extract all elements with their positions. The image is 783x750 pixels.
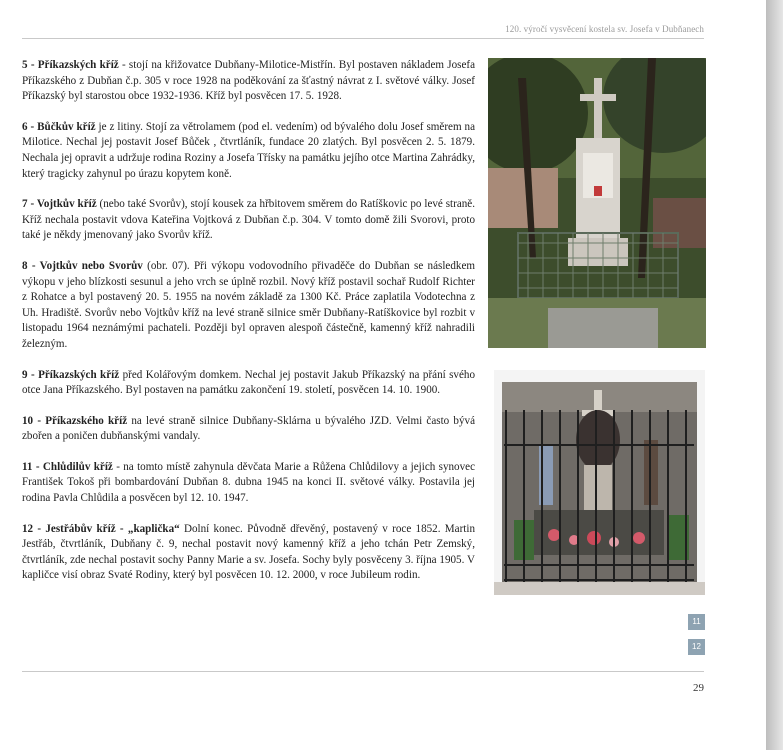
- photo-chapel-drawing: [494, 370, 705, 595]
- text-column: [22, 58, 475, 599]
- paragraph-text: - na tomto místě zahynula děvčata Marie a Růžena Chlůdilovy a jejich synovec František Tokoš při bombardování Dubňan 8. dubna 1945 na konci II. světové války. Postavila jej rodina Pavla Chlůdila a posvěcen byl 12. 10. 1947.: [22, 460, 476, 505]
- photo-cross-with-fence: [488, 58, 706, 348]
- paragraph-6: [22, 120, 475, 182]
- paragraph-title: 8 - Vojtkův nebo Svorův: [22, 259, 143, 272]
- paragraph-text: (nebo také Svorův), stojí kousek za hřbitovem směrem do Ratíškovic po levé straně. Kříž nechala postavit vdova Kateřina Vojtková z Dubňan č.p. 304. V tomto domě žili Svorovi, proto také je někdy jmenovaný jako Svorův kříž.: [22, 198, 475, 242]
- figure-tag-11: 11: [688, 614, 705, 630]
- paragraph-text: na levé straně silnice Dubňany-Sklárna u bývalého JZD. Velmi často bývá zbořen a poničen dubňanskými vandaly.: [22, 414, 475, 443]
- photo-cross-drawing: [488, 58, 706, 348]
- paragraph-text: (obr. 07). Při výkopu vodovodního přivaděče do Dubňan se následkem výkopu v jeho blízkosti sesunul a jeho vrch se úplně rozbil. Nový kříž postavil sochař Rudolf Richter z Rohatce a byl postavený 20. 5. 1955 na novém základě za 1300 Kč. Práce zaplatila Vodotechna z Uh. Hradiště. Svorův nebo Vojtkův kříž na levé straně silnice směr Dubňany-Ratíškovice byl rozbit v listopadu 1964 neznámými pachateli. Později byl opraven alespoň částečně, kamenný kříž nahradili železným.: [22, 259, 475, 350]
- page-number: 29: [693, 682, 704, 694]
- paragraph-8: [22, 259, 475, 353]
- paragraph-title: 5 - Příkazských kříž: [22, 59, 119, 71]
- paragraph-title: 10 - Příkazského kříž: [22, 414, 128, 427]
- running-header: 120. výročí vysvěcení kostela sv. Josefa v Dubňanech: [505, 24, 704, 34]
- header-rule: [22, 38, 704, 39]
- paragraph-7: [22, 197, 475, 244]
- paragraph-title: 9 - Příkazských kříž: [22, 368, 120, 381]
- paragraph-text: - stojí na křižovatce Dubňany-Milotice-Mistřín. Byl postaven nákladem Josefa Příkazského z Dubňan č.p. 305 v roce 1928 na poděkování za šťastný návrat z I. světové války. Josef Příkazský byl starostou obce 1932-1936. Kříž byl posvěcen 17. 5. 1928.: [22, 59, 475, 103]
- paragraph-5: [22, 58, 475, 105]
- paragraph-11: [22, 460, 475, 507]
- paragraph-title: 11 - Chlůdilův kříž: [22, 460, 113, 473]
- photo-chapel-with-gate: [494, 370, 705, 595]
- paragraph-text: je z litiny. Stojí za větrolamem (pod el. vedením) od bývalého dolu Josef směrem na Milotice. Nechal jej postavit Josef Bůček , čtvrtláník, fundace 20 zlatých. Byl posvěcen 2. 5. 1879. Nechala jej opravit a udržuje rodina Roziny a Josefa Třísky na památku jejího otce Martina Zahrádky, který tragicky zahynul po úrazu kopytem koně.: [22, 120, 475, 180]
- paragraph-title: 7 - Vojtkův kříž: [22, 198, 97, 211]
- page-edge: [766, 0, 783, 750]
- paragraph-title: 6 - Bůčkův kříž: [22, 120, 96, 133]
- paragraph-title: 12 - Jestřábův kříž - „kaplička“: [22, 522, 180, 535]
- paragraph-9: [22, 368, 475, 399]
- paragraph-10: [22, 414, 475, 445]
- paragraph-text: Dolní konec. Původně dřevěný, postavený v roce 1852. Martin Jestřáb, čtvrtláník, Dubňany č. 9, nechal postavit nový kamenný kříž a jeho tchán Petr Zemský, čtvrtláník, zde nechal postavit sochy Panny Marie a sv. Josefa. Sochy byly posvěceny 3. října 1905. V kapličce visí obraz Svaté Rodiny, který byl posvěcen 10. 12. 2000, v roce Jubileum rodin.: [22, 522, 475, 582]
- footer-rule: [22, 671, 704, 672]
- paragraph-text: před Kolářovým domkem. Nechal jej postavit Jakub Příkazský na přání svého otce Jana Příkazského. Byl postaven na památku zakončení 19. století, posvěcen 14. 10. 1900.: [22, 368, 475, 397]
- figure-tag-12: 12: [688, 639, 705, 655]
- paragraph-12: [22, 522, 475, 584]
